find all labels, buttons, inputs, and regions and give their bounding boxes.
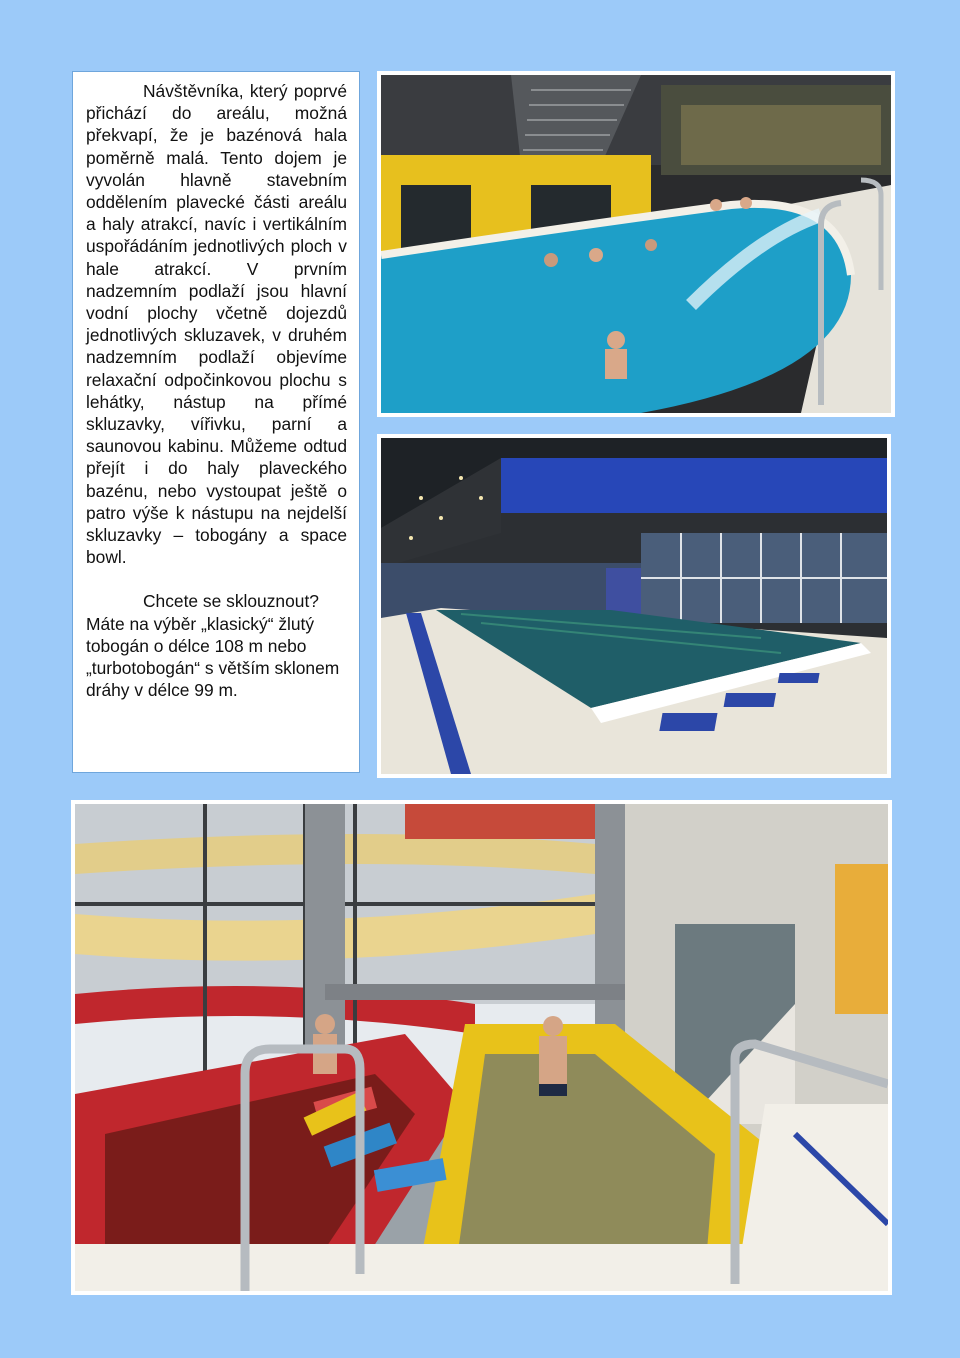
article-text-box xyxy=(72,71,360,773)
article-paragraph-1: Návštěvníka, který poprvé přichází do areálu, možná překvapí, že je bazénová hala poměrně malá. Tento dojem je vyvolán hlavně stavebním oddělením plavecké části areálu a haly atrakcí, navíc i vertikálním uspořádáním jednotlivých ploch v hale atrakcí. V prvním nadzemním podlaží jsou hlavní vodní plochy včetně dojezdů jednotlivých skluzavek, v druhém nadzemním podlaží objevíme relaxační odpočinkovou plochu s lehátky, nástup na přímé skluzavky, vířivku, parní a saunovou kabinu. Můžeme odtud přejít i do haly plaveckého bazénu, nebo vystoupat ještě o patro výše k nástupu na nejdelší skluzavky – tobogány a space bowl. xyxy=(86,81,347,568)
slides-landing-photo xyxy=(71,800,892,1295)
leisure-pool-photo xyxy=(377,71,895,417)
article-paragraph-2: Chcete se sklouznout? Máte na výběr „klasický“ žlutý tobogán o délce 108 m nebo „turbotobogán“ s větším sklonem dráhy v délce 99 m. xyxy=(86,591,340,701)
swimming-hall-photo xyxy=(377,434,891,778)
